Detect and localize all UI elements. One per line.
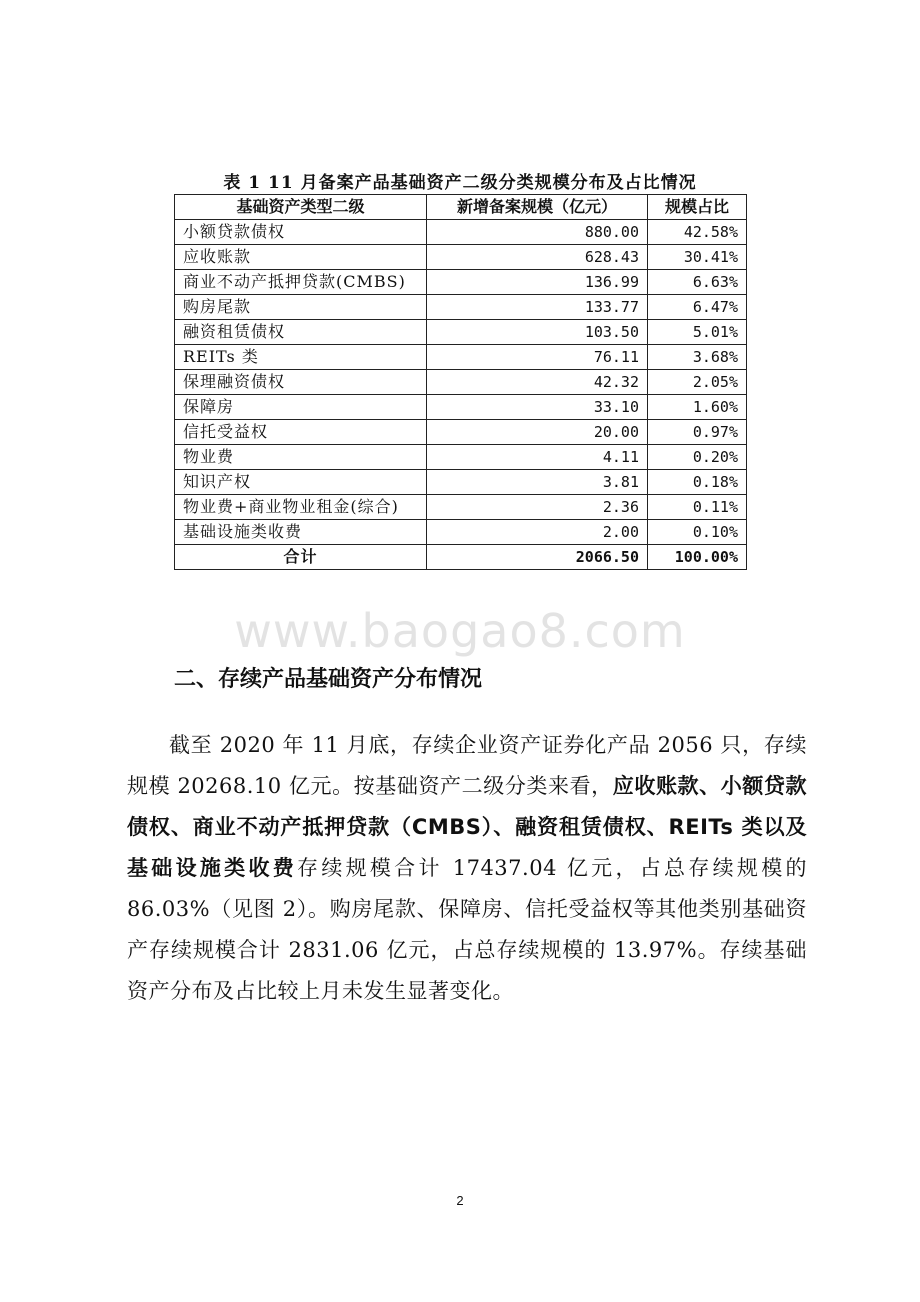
cell-share: 0.20% [648,445,747,470]
cell-share: 5.01% [648,320,747,345]
cell-share: 30.41% [648,245,747,270]
cell-asset-type: 信托受益权 [175,420,427,445]
table-row [175,470,747,495]
cell-asset-type: 小额贷款债权 [175,220,427,245]
cell-asset-type: 知识产权 [175,470,427,495]
cell-amount: 2.00 [427,520,648,545]
cell-amount: 20.00 [427,420,648,445]
cell-amount: 880.00 [427,220,648,245]
table-row [175,345,747,370]
table-row [175,295,747,320]
cell-share: 0.11% [648,495,747,520]
cell-asset-type: 购房尾款 [175,295,427,320]
cell-share: 1.60% [648,395,747,420]
cell-amount: 33.10 [427,395,648,420]
cell-amount: 628.43 [427,245,648,270]
cell-total-share: 100.00% [648,545,747,570]
cell-amount: 136.99 [427,270,648,295]
cell-total-amount: 2066.50 [427,545,648,570]
cell-asset-type: 融资租赁债权 [175,320,427,345]
table-caption: 表 1 11 月备案产品基础资产二级分类规模分布及占比情况 [223,173,697,193]
cell-share: 0.18% [648,470,747,495]
table-row [175,520,747,545]
table-row [175,395,747,420]
cell-share: 0.10% [648,520,747,545]
cell-amount: 42.32 [427,370,648,395]
cell-asset-type: REITs 类 [175,345,427,370]
cell-share: 6.63% [648,270,747,295]
cell-asset-type: 保障房 [175,395,427,420]
table-total-row [175,545,747,570]
table-row [175,245,747,270]
cell-asset-type: 商业不动产抵押贷款(CMBS) [175,270,427,295]
page-number: 2 [456,1193,464,1208]
cell-asset-type: 基础设施类收费 [175,520,427,545]
header-new-amount: 新增备案规模（亿元） [427,195,648,220]
cell-amount: 2.36 [427,495,648,520]
cell-share: 2.05% [648,370,747,395]
table-row [175,270,747,295]
section-heading: 二、存续产品基础资产分布情况 [174,667,483,692]
cell-share: 42.58% [648,220,747,245]
body-paragraph [127,725,807,1012]
cell-amount: 133.77 [427,295,648,320]
cell-total-label: 合计 [175,545,427,570]
cell-share: 0.97% [648,420,747,445]
table-row [175,220,747,245]
asset-distribution-table [174,194,747,570]
table-row [175,495,747,520]
paragraph-text-part2: 存续规模合计 17437.04 亿元，占总存续规模的 86.03%（见图 2）。购房尾款、保障房、信托受益权等其他类别基础资产存续规模合计 2831.06 亿元，占总存续规模的 13.97%。存续基础资产分布及占比较上月未发生显著变化。 [127,856,807,1003]
cell-asset-type: 物业费+商业物业租金(综合) [175,495,427,520]
table-header-row [175,195,747,220]
header-share: 规模占比 [648,195,747,220]
paragraph-bold-categories: 应收账款、小额贷款债权、商业不动产抵押贷款（CMBS）、融资租赁债权、REITs 类以及基础设施类收费 [127,774,807,880]
paragraph-text-part1: 截至 2020 年 11 月底，存续企业资产证券化产品 2056 只，存续规模 20268.10 亿元。按基础资产二级分类来看， [127,733,807,798]
watermark: www.baogao8.com [234,604,686,658]
table-row [175,320,747,345]
header-asset-type: 基础资产类型二级 [175,195,427,220]
cell-amount: 4.11 [427,445,648,470]
cell-amount: 76.11 [427,345,648,370]
cell-share: 6.47% [648,295,747,320]
cell-asset-type: 物业费 [175,445,427,470]
cell-share: 3.68% [648,345,747,370]
table-row [175,370,747,395]
cell-asset-type: 应收账款 [175,245,427,270]
cell-asset-type: 保理融资债权 [175,370,427,395]
table-row [175,420,747,445]
cell-amount: 103.50 [427,320,648,345]
table-row [175,445,747,470]
cell-amount: 3.81 [427,470,648,495]
